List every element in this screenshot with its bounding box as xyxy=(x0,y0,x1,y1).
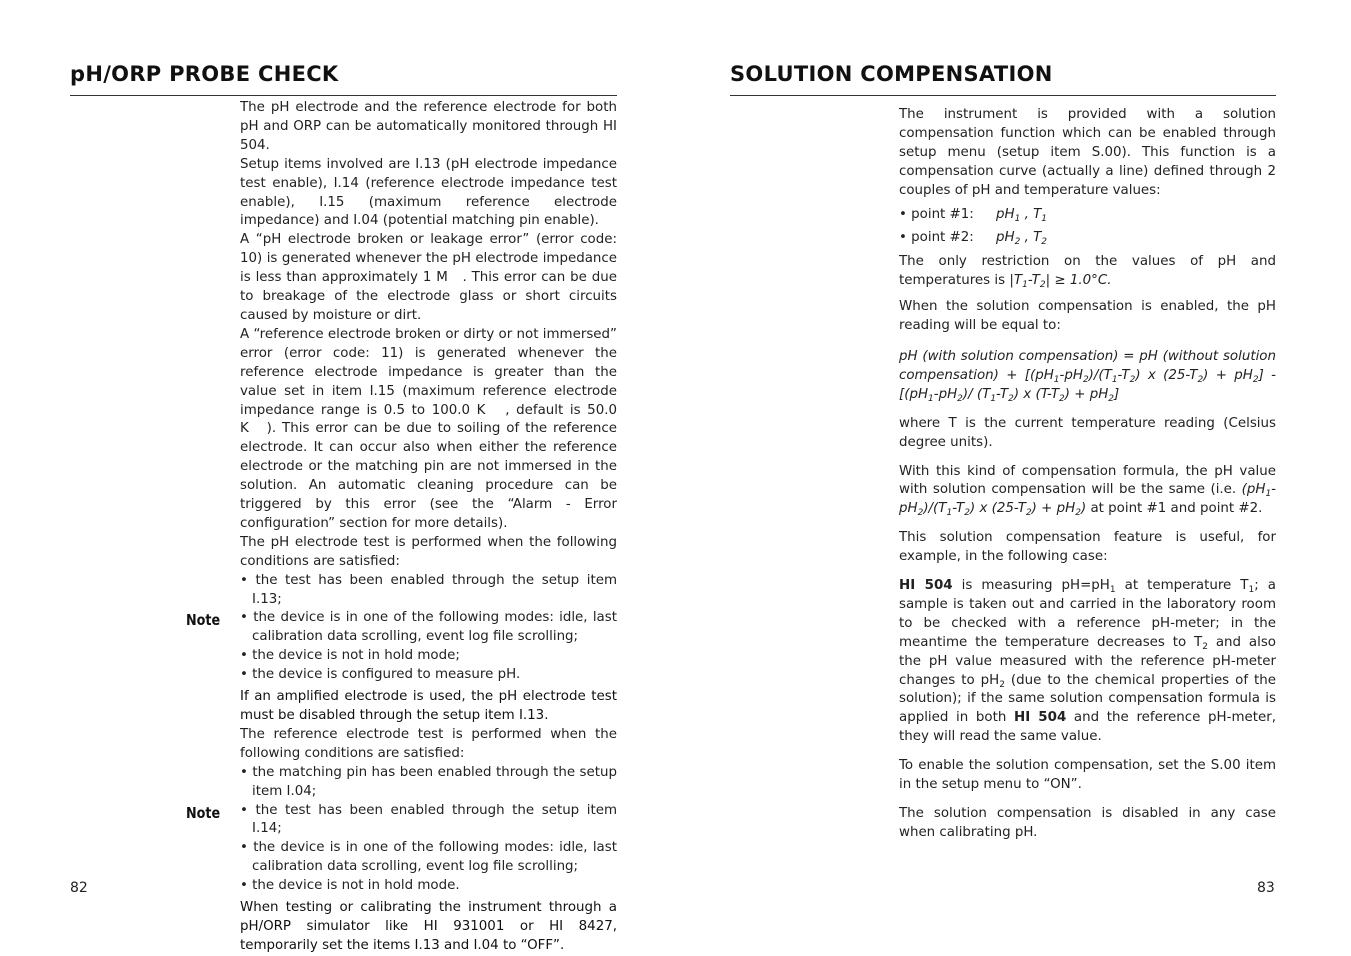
page-title-probe-check: pH/ORP PROBE CHECK xyxy=(70,62,339,86)
same-value-paragraph xyxy=(899,463,1276,520)
page-title-solution-compensation: SOLUTION COMPENSATION xyxy=(730,62,1053,86)
paragraph: The pH electrode test is performed when the following conditions are satisfied: xyxy=(240,534,617,569)
list-item: • the device is not in hold mode. xyxy=(240,878,460,894)
point-2-row xyxy=(899,229,1276,248)
list-item: • the test has been enabled through the setup item I.13; xyxy=(240,572,617,607)
paragraph: Setup items involved are I.13 (pH electrode impedance test enable), I.14 (reference electrode impedance test enable), I.15 (maximum reference electrode impedance) and I.04 (potential matching pin enable). xyxy=(240,156,617,229)
enabled-paragraph: When the solution compensation is enabled, the pH reading will be equal to: xyxy=(899,299,1276,334)
compensation-formula: pH (with solution compensation) = pH (without solution compensation) + [$(pH_1-pH_2)/(T_1-T_2)$ x $(25-T_2) + pH_2] - [(pH_1-pH_2)/$ $(T_1-T_2)$ x $(T-T_2) + pH_2$] xyxy=(899,348,1276,404)
restriction-paragraph xyxy=(899,253,1276,291)
paragraph: The reference electrode test is performed when the following conditions are satisfied: xyxy=(240,726,617,761)
where-t-paragraph: where T is the current temperature reading (Celsius degree units). xyxy=(899,415,1276,450)
formula-start: pH (with solution compensation) = pH (without solution compensation) + xyxy=(899,348,1276,383)
right-page xyxy=(676,0,1351,954)
same-value-text-end: at point #1 and point #2. xyxy=(1090,501,1263,517)
point-1-label: • point #1: xyxy=(899,206,974,222)
example-paragraph: HI 504 is measuring $pH=pH_1$ at temperature $T_1$; a sample is taken out and carried in the laboratory room to be checked with a reference pH-meter; in the meantime the temperature decreases to $T_2$ and also the pH value measured with the reference pH-meter changes to $pH_2$ (due to the chemical properties of the solution); if the same solution compensation formula is applied in both HI 504 and the reference pH-meter, they will read the same value. xyxy=(899,578,1276,745)
point-1-values: $pH_1$ , $T_1$ xyxy=(996,206,1047,224)
note-2-text: When testing or calibrating the instrument through a pH/ORP simulator like HI 931001 or HI 8427, temporarily set the items I.13 and I.04 to “OFF”. xyxy=(240,900,617,953)
intro-paragraph: The instrument is provided with a solution compensation function which can be enabled through setup menu (setup item S.00). This function is a compensation curve (actually a line) defined through 2 couples of pH and temperature values: xyxy=(899,107,1276,198)
same-value-text: With this kind of compensation formula, the pH value with solution compensation will be the same (i.e. xyxy=(899,463,1276,498)
disabled-paragraph: The solution compensation is disabled in any case when calibrating pH. xyxy=(899,806,1276,840)
list-item: • the device is not in hold mode; xyxy=(240,648,460,664)
probe-check-body xyxy=(240,99,617,956)
page-number-right: 83 xyxy=(1257,880,1275,896)
enable-paragraph: To enable the solution compensation, set the S.00 item in the setup menu to “ON”. xyxy=(899,758,1276,793)
solution-compensation-body xyxy=(899,106,1276,843)
title-rule xyxy=(70,95,617,96)
paragraph: A “reference electrode broken or dirty or not immersed” error (error code: 11) is generated whenever the reference electrode impedance is greater than the value set in item I.15 (maximum reference electrode impedance range is 0.5 to 100.0 K , default is 50.0 K ). This error can be due to soiling of the reference electrode. It can occur also when either the reference electrode or the matching pin are not immersed in the solution. An automatic cleaning procedure can be triggered by this error (see the “Alarm - Error configuration” section for more details). xyxy=(240,326,617,531)
paragraph: A “pH electrode broken or leakage error” (error code: 10) is generated whenever the pH electrode impedance is less than approximately 1 M . This error can be due to breakage of the electrode glass or short circuits caused by moisture or dirt. xyxy=(240,232,617,323)
page-number-left: 82 xyxy=(70,880,88,896)
list-item: • the device is in one of the following modes: idle, last calibration data scrolling, event log file scrolling; xyxy=(240,610,617,645)
same-value-formula: $(pH_1-pH_2)/(T_1-T_2)$ x $(25-T_2) + pH_2$) xyxy=(899,482,1277,519)
list-item: • the test has been enabled through the setup item I.14; xyxy=(240,802,617,837)
example-brand: HI 504 xyxy=(899,578,953,594)
title-rule xyxy=(730,95,1276,96)
list-item: • the device is configured to measure pH. xyxy=(240,667,521,683)
list-item: • the device is in one of the following modes: idle, last calibration data scrolling, event log file scrolling; xyxy=(240,840,617,875)
note-1-text: If an amplified electrode is used, the pH electrode test must be disabled through the setup item I.13. xyxy=(240,689,617,723)
point-2-label: • point #2: xyxy=(899,230,974,246)
list-item: • the matching pin has been enabled through the setup item I.04; xyxy=(240,764,617,799)
point-1-row xyxy=(899,206,1276,225)
restriction-formula: $|T_1-T_2| \ge 1.0^\circ C$. xyxy=(1009,273,1112,291)
note-2-label: Note xyxy=(186,804,221,822)
note-1-label: Note xyxy=(186,611,221,629)
useful-paragraph: This solution compensation feature is useful, for example, in the following case: xyxy=(899,530,1276,565)
point-2-values: $pH_2$ , $T_2$ xyxy=(996,230,1047,248)
restriction-value: ≥ 1.0°C. xyxy=(1054,273,1112,289)
restriction-text: The only restriction on the values of pH and temperatures is xyxy=(899,254,1276,289)
left-page xyxy=(0,0,676,954)
paragraph: The pH electrode and the reference electrode for both pH and ORP can be automatically monitored through HI 504. xyxy=(240,100,617,153)
